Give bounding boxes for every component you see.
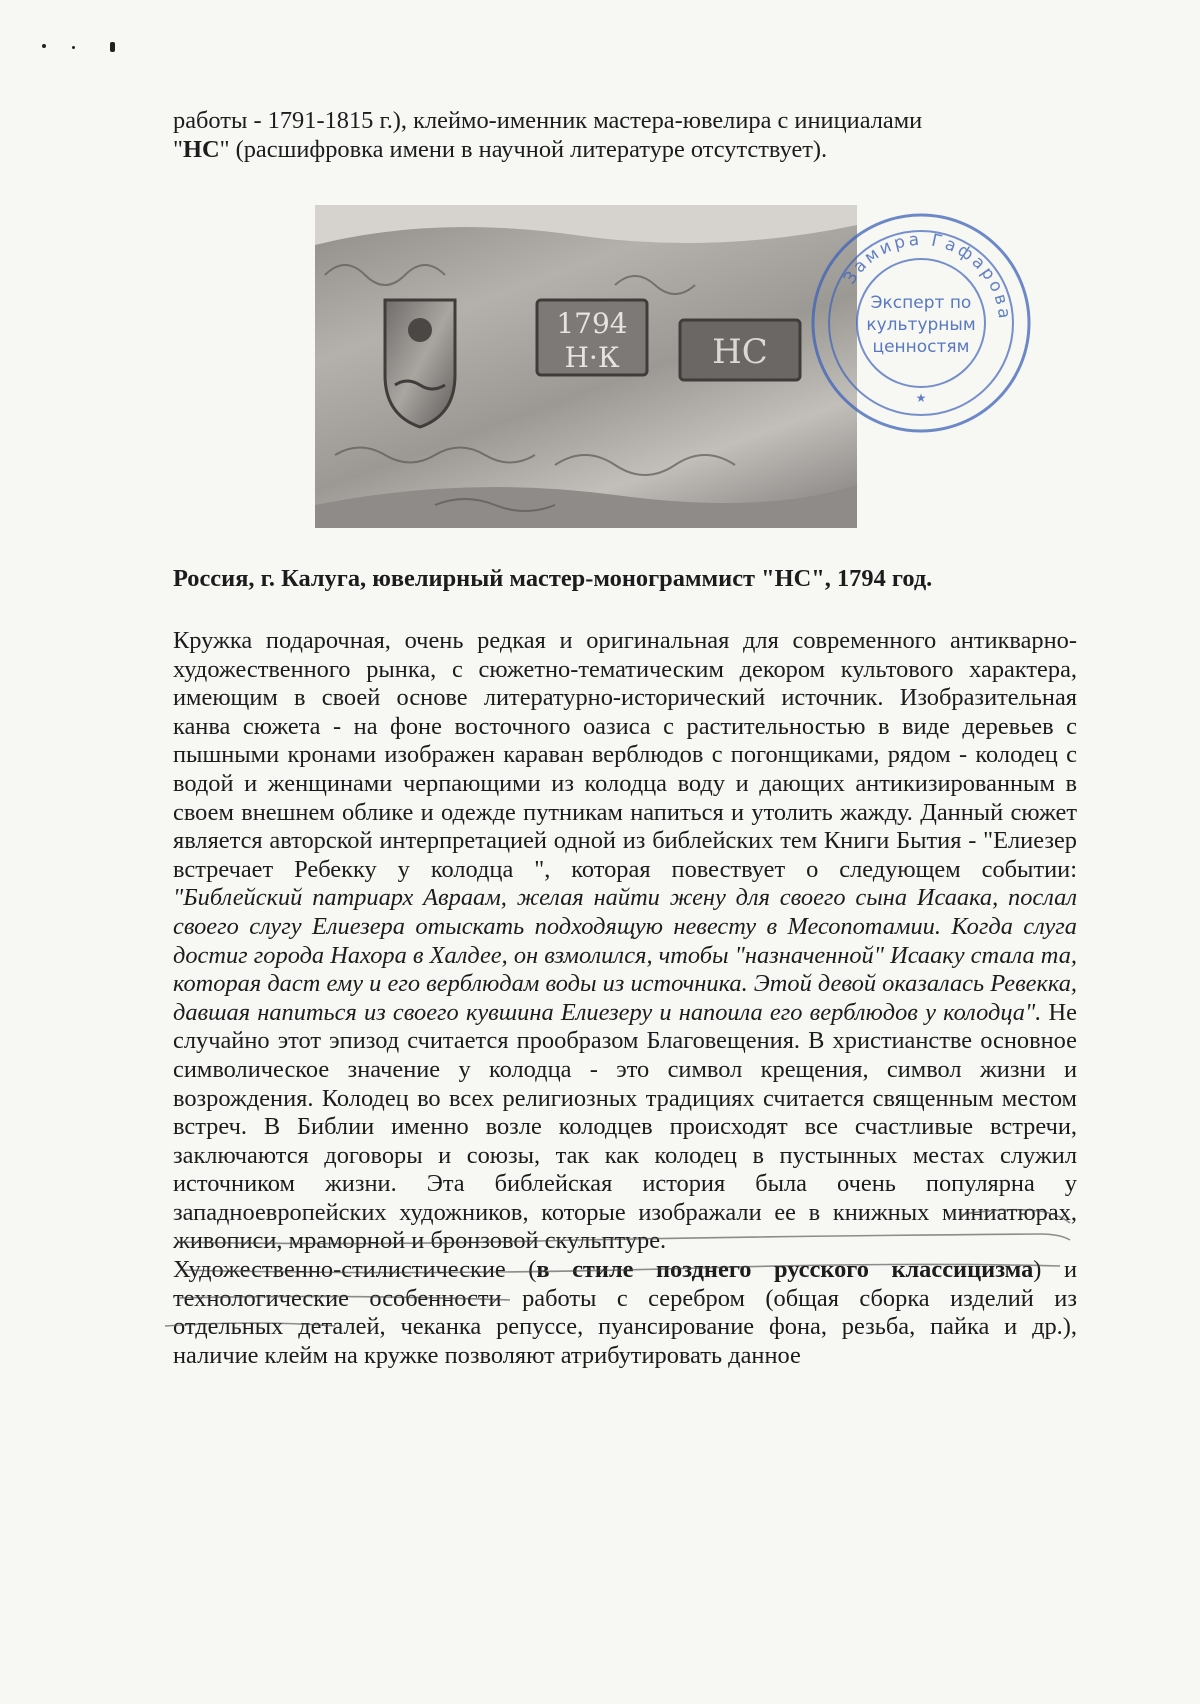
hallmark-photo: [315, 205, 857, 528]
hallmark-photo-art: [315, 205, 857, 528]
stamp-line-3: ценностям: [872, 337, 970, 357]
intro-line-1: работы - 1791-1815 г.), клеймо-именник мастера-ювелира с инициалами: [173, 107, 923, 134]
body-text: [173, 627, 1077, 1370]
intro-quote-open: ": [173, 135, 183, 163]
expert-stamp: [808, 210, 1034, 436]
paragraph-2-pre: Художественно-стилистические (: [173, 1256, 537, 1284]
maker-mark-text: НС: [712, 332, 768, 372]
paragraph-1-continuation: Не случайно этот эпизод считается прообразом Благовещения. В христианстве основное символическое значение у колодца - это символ крещения, символ жизни и возрождения. Колодец во всех религиозных традициях считается священным местом встреч. В Библии именно возле колодцев происходят все счастливые встречи, заключаются договоры и союзы, так как колодец в пустынных местах служил источником жизни. Эта библейская история была очень популярна у западноевропейских художников, которые изображали ее в книжных миниатюрах, живописи, мраморной и бронзовой скульптуре.: [173, 998, 1077, 1255]
intro-line-2: " (расшифровка имени в научной литературе отсутствует).: [219, 135, 828, 163]
intro-text: [173, 107, 1077, 164]
paragraph-2: [173, 1256, 1077, 1370]
paragraph-2-post: ) и технологические особенности работы с серебром (общая сборка изделий из отдельных деталей, чеканка репуссе, пуансирование фона, резьба, пайка и др.), наличие клейм на кружке позволяют атрибутировать данное: [173, 1256, 1077, 1369]
hallmark-year-text: 1794: [556, 307, 628, 340]
expert-stamp-art: [808, 210, 1034, 436]
stamp-line-2: культурным: [866, 315, 976, 335]
stamp-line-1: Эксперт по: [870, 293, 972, 313]
biblical-quote: "Библейский патриарх Авраам, желая найти жену для своего сына Исаака, послал своего слугу Елиезера отыскать подходящую невесту в Месопотамии. Когда слуга достиг города Нахора в Халдее, он взмолился, чтобы "назначенной" Исааку стала та, которая даст ему и его верблюдам воды из источника. Этой девой оказалась Ревекка, давшая напиться из своего кувшина Елиезеру и напоила его верблюдов у колодца".: [173, 884, 1077, 1026]
maker-initials: НС: [182, 135, 220, 163]
paragraph-1-text: Кружка подарочная, очень редкая и оригинальная для современного антикварно-художественного рынка, с сюжетно-тематическим декором культового характера, имеющим в своей основе литературно-исторический источник. Изобразительная канва сюжета - на фоне восточного оазиса с растительностью в виде деревьев с пышными кронами изображен караван верблюдов с погонщиками, рядом - колодец с водой и женщинами черпающими из колодца воду и дающих антикизированным в своем внешнем облике и одежде путникам напиться и утолить жажду. Данный сюжет является авторской интерпретацией одной из библейских тем Книги Бытия - "Елиезер встречает Ребекку у колодца ", которая повествует о следующем событии:: [173, 627, 1077, 883]
photo-caption: Россия, г. Калуга, ювелирный мастер-монограммист "НС", 1794 год.: [173, 565, 933, 592]
hallmark-initials-text: Н·К: [564, 341, 620, 374]
stamp-star-icon: ★: [915, 391, 927, 405]
paragraph-1: [173, 627, 1077, 1256]
stamp-name-ring: Замира Гафарова: [839, 229, 1015, 323]
style-emphasis: в стиле позднего русского классицизма: [536, 1256, 1034, 1284]
